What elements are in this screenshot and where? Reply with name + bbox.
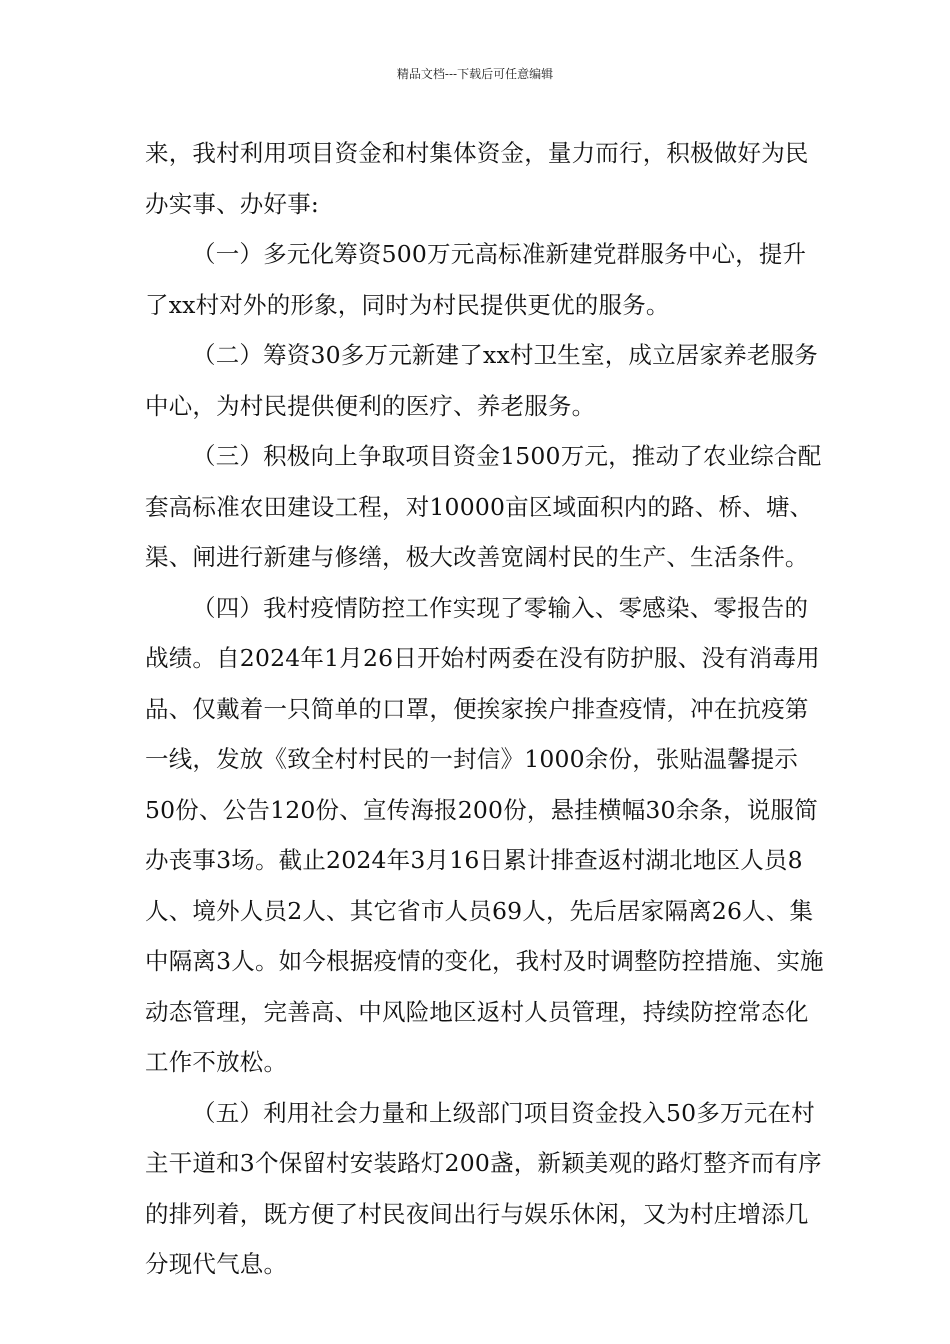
paragraph-item-5: （五）利用社会力量和上级部门项目资金投入50多万元在村主干道和3个保留村安装路灯200盏，新颖美观的路灯整齐而有序的排列着，既方便了村民夜间出行与娱乐休闲，又为村庄增添几分现代气息。 — [145, 1098, 822, 1278]
paragraph-item-3: （三）积极向上争取项目资金1500万元，推动了农业综合配套高标准农田建设工程，对10000亩区域面积内的路、桥、塘、渠、闸进行新建与修缮，极大改善宽阔村民的生产、生活条件。 — [145, 442, 822, 571]
page-header: 精品文档---下载后可任意编辑 — [396, 67, 554, 81]
document-body — [145, 128, 825, 1290]
paragraph-intro: 来，我村利用项目资金和村集体资金，量力而行，积极做好为民办实事、办好事: — [145, 139, 809, 218]
paragraph-item-1: （一）多元化筹资500万元高标准新建党群服务中心，提升了xx村对外的形象，同时为村民提供更优的服务。 — [145, 240, 807, 319]
paragraph-item-4: （四）我村疫情防控工作实现了零输入、零感染、零报告的战绩。自2024年1月26日开始村两委在没有防护服、没有消毒用品、仅戴着一只简单的口罩，便挨家挨户排查疫情，冲在抗疫第一线，发放《致全村村民的一封信》1000余份，张贴温馨提示50份、公告120份、宣传海报200份，悬挂横幅30余条，说服简办丧事3场。截止2024年3月16日累计排查返村湖北地区人员8人、境外人员2人、其它省市人员69人，先后居家隔离26人、集中隔离3人。如今根据疫情的变化，我村及时调整防控措施、实施动态管理，完善高、中风险地区返村人员管理，持续防控常态化工作不放松。 — [145, 593, 824, 1076]
paragraph-item-2: （二）筹资30多万元新建了xx村卫生室，成立居家养老服务中心，为村民提供便利的医疗、养老服务。 — [145, 341, 819, 420]
